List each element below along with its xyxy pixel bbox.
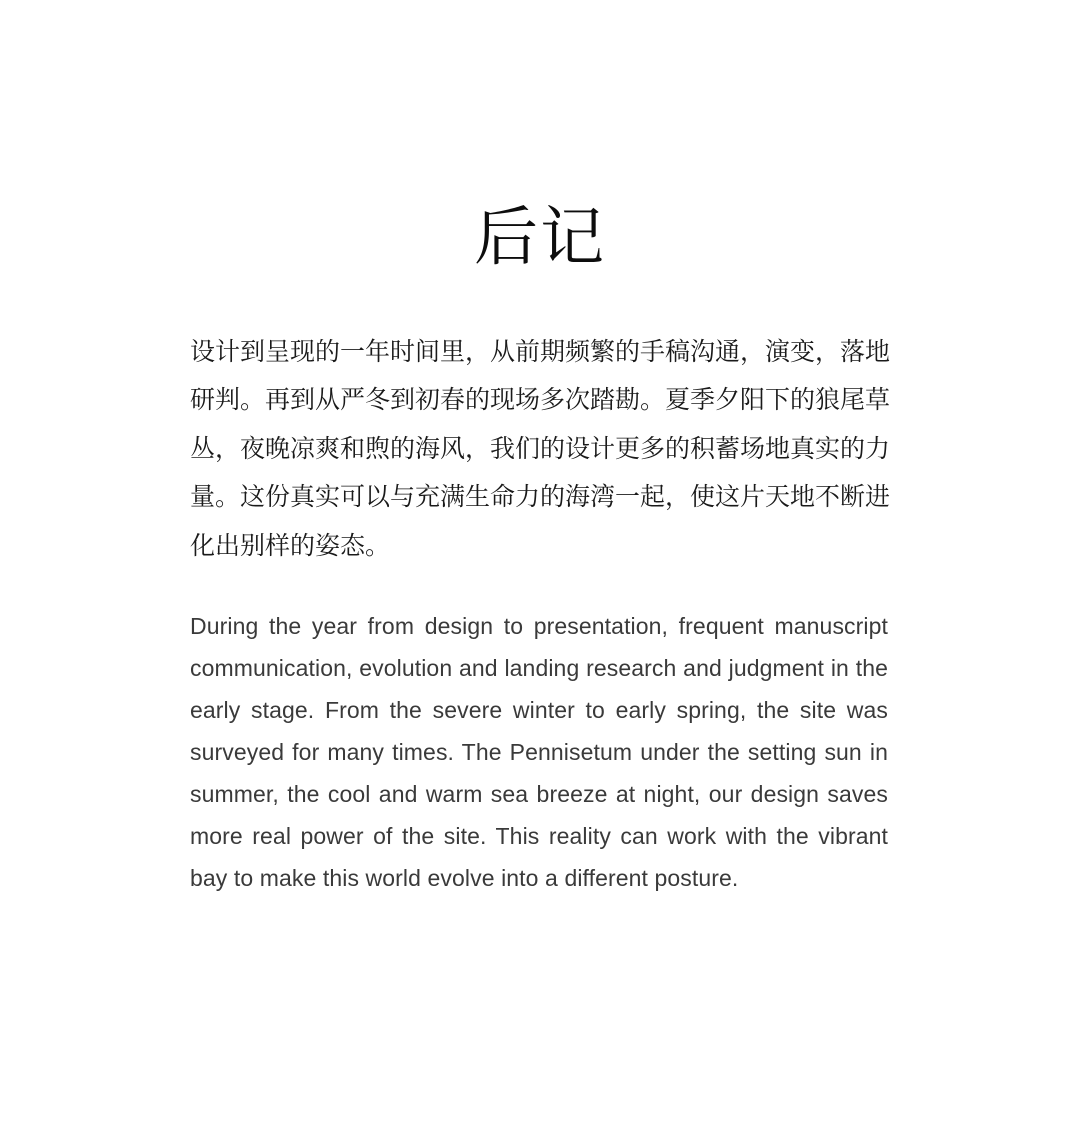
english-paragraph: During the year from design to presentation, frequent manuscript communication, evolution and landing research and judgment in the early stage. From the severe winter to early spring, the site was surveyed for many times. The Pennisetum under the setting sun in summer, the cool and warm sea breeze at night, our design saves more real power of the site. This reality can work with the vibrant bay to make this world evolve into a different posture. bbox=[190, 613, 888, 891]
chinese-paragraph: 设计到呈现的一年时间里，从前期频繁的手稿沟通，演变，落地研判。再到从严冬到初春的现场多次踏勘。夏季夕阳下的狼尾草丛，夜晚凉爽和煦的海风，我们的设计更多的积蓄场地真实的力量。这份真实可以与充满生命力的海湾一起，使这片天地不断进化出别样的姿态。 bbox=[190, 337, 891, 560]
page-title: 后记 bbox=[474, 201, 606, 275]
